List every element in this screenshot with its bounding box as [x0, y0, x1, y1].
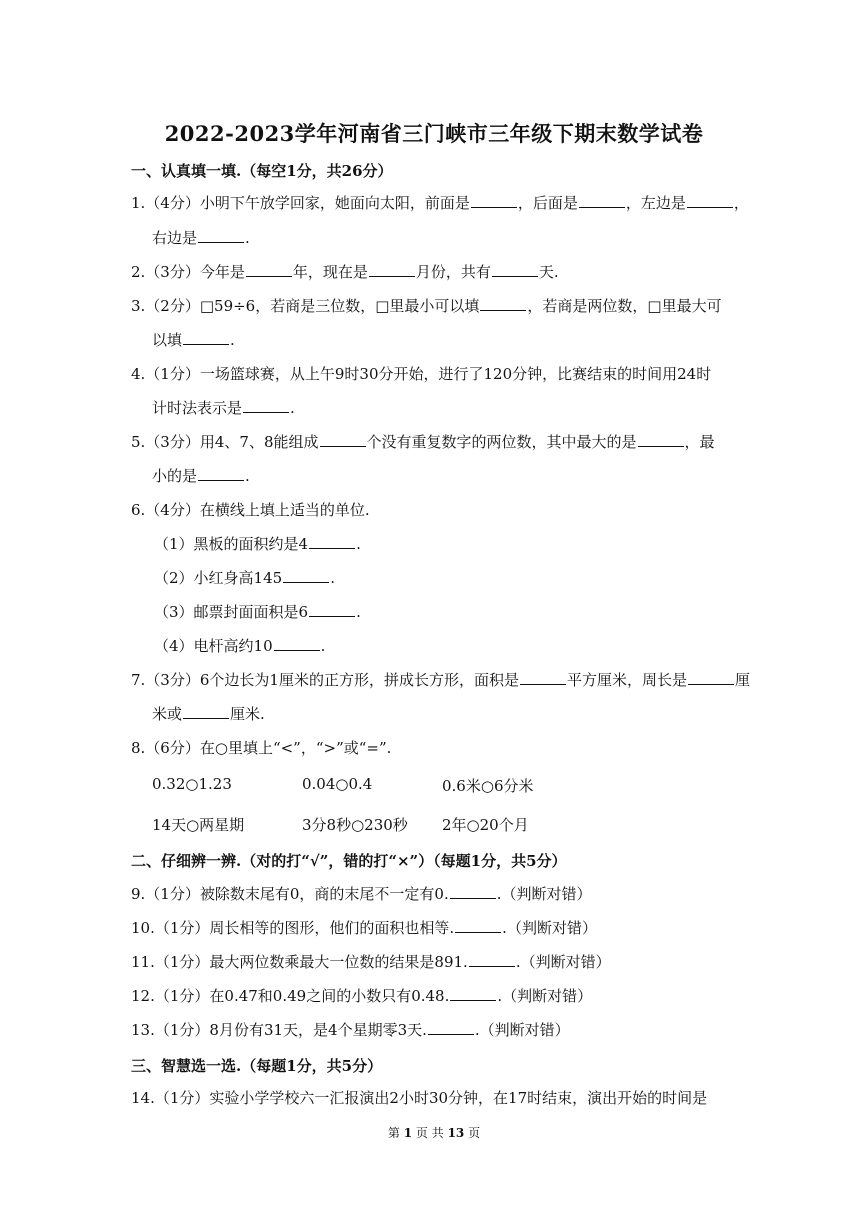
page-title: 2022-2023学年河南省三门峡市三年级下期末数学试卷 [164, 121, 704, 146]
current-page-number: 1 [403, 1126, 413, 1140]
answer-blank[interactable] [579, 193, 625, 208]
answer-blank[interactable] [450, 884, 496, 899]
answer-blank[interactable] [492, 262, 538, 277]
question-14: 14.（1分）实验小学学校六一汇报演出2小时30分钟，在17时结束，演出开始的时间是 [131, 1089, 708, 1107]
answer-blank[interactable] [198, 466, 244, 481]
comparison-item[interactable]: 3分8秒○230秒 [302, 816, 408, 834]
answer-blank[interactable] [455, 918, 501, 933]
comparison-item[interactable]: 14天○两星期 [152, 816, 245, 834]
answer-blank[interactable] [480, 296, 526, 311]
question-6: 6.（4分）在横线上填上适当的单位. [131, 501, 370, 519]
answer-blank[interactable] [274, 636, 320, 651]
question-3: 3.（2分）□59÷6，若商是三位数，□里最小可以填 ，若商是两位数，□里最大可 [131, 297, 722, 315]
question-4-cont: 计时法表示是 . [152, 399, 295, 417]
comparison-item[interactable]: 0.04○0.4 [302, 775, 373, 793]
question-1-cont: 右边是 . [152, 229, 250, 247]
answer-blank[interactable] [320, 432, 366, 447]
question-4: 4.（1分）一场篮球赛，从上午9时30分开始，进行了120分钟，比赛结束的时间用24时 [131, 365, 712, 383]
answer-blank[interactable] [469, 952, 515, 967]
question-7-cont: 米或 厘米. [152, 705, 265, 723]
answer-blank[interactable] [369, 262, 415, 277]
section-heading-2: 二、仔细辨一辨.（对的打“√”，错的打“×”）（每题1分，共5分） [131, 852, 567, 870]
answer-blank[interactable] [309, 534, 355, 549]
answer-blank[interactable] [471, 193, 517, 208]
question-11: 11.（1分）最大两位数乘最大一位数的结果是891. .（判断对错） [131, 953, 611, 971]
answer-blank[interactable] [309, 602, 355, 617]
question-6-item-1: （1）黑板的面积约是4 . [154, 535, 361, 553]
question-12: 12.（1分）在0.47和0.49之间的小数只有0.48. .（判断对错） [131, 987, 593, 1005]
answer-blank[interactable] [183, 330, 229, 345]
page-footer: 第 1 页 共 13 页 [387, 1126, 481, 1140]
answer-blank[interactable] [283, 568, 329, 583]
answer-blank[interactable] [638, 432, 684, 447]
question-2: 2.（3分）今年是 年，现在是 月份，共有 天. [131, 263, 559, 281]
question-9: 9.（1分）被除数末尾有0，商的末尾不一定有0. .（判断对错） [131, 885, 592, 903]
answer-blank[interactable] [450, 986, 496, 1001]
answer-blank[interactable] [183, 704, 229, 719]
question-8: 8.（6分）在○里填上“<”，“>”或“=”. [131, 739, 392, 757]
question-6-item-2: （2）小红身高145 . [154, 569, 335, 587]
comparison-item[interactable]: 2年○20个月 [442, 816, 529, 834]
section-heading-1: 一、认真填一填.（每空1分，共26分） [131, 162, 393, 180]
question-10: 10.（1分）周长相等的图形，他们的面积也相等. .（判断对错） [131, 919, 597, 937]
answer-blank[interactable] [687, 193, 733, 208]
answer-blank[interactable] [243, 398, 289, 413]
question-5: 5.（3分）用4、7、8能组成 个没有重复数字的两位数，其中最大的是 ，最 [131, 433, 715, 451]
answer-blank[interactable] [688, 670, 734, 685]
answer-blank[interactable] [520, 670, 566, 685]
comparison-item[interactable]: 0.32○1.23 [152, 775, 232, 793]
question-6-item-4: （4）电杆高约10 . [154, 637, 326, 655]
answer-blank[interactable] [428, 1020, 474, 1035]
question-7: 7.（3分）6个边长为1厘米的正方形，拼成长方形，面积是 平方厘米，周长是 厘 [131, 671, 750, 689]
question-6-item-3: （3）邮票封面面积是6 . [154, 603, 361, 621]
total-pages: 13 [447, 1126, 465, 1140]
question-5-cont: 小的是 . [152, 467, 250, 485]
question-13: 13.（1分）8月份有31天，是4个星期零3天. .（判断对错） [131, 1021, 570, 1039]
answer-blank[interactable] [246, 262, 292, 277]
question-1: 1.（4分）小明下午放学回家，她面向太阳，前面是 ，后面是 ，左边是 ， [131, 194, 749, 212]
answer-blank[interactable] [198, 228, 244, 243]
comparison-item[interactable]: 0.6米○6分米 [442, 777, 534, 795]
question-3-cont: 以填 . [152, 331, 235, 349]
section-heading-3: 三、智慧选一选.（每题1分，共5分） [131, 1057, 383, 1075]
